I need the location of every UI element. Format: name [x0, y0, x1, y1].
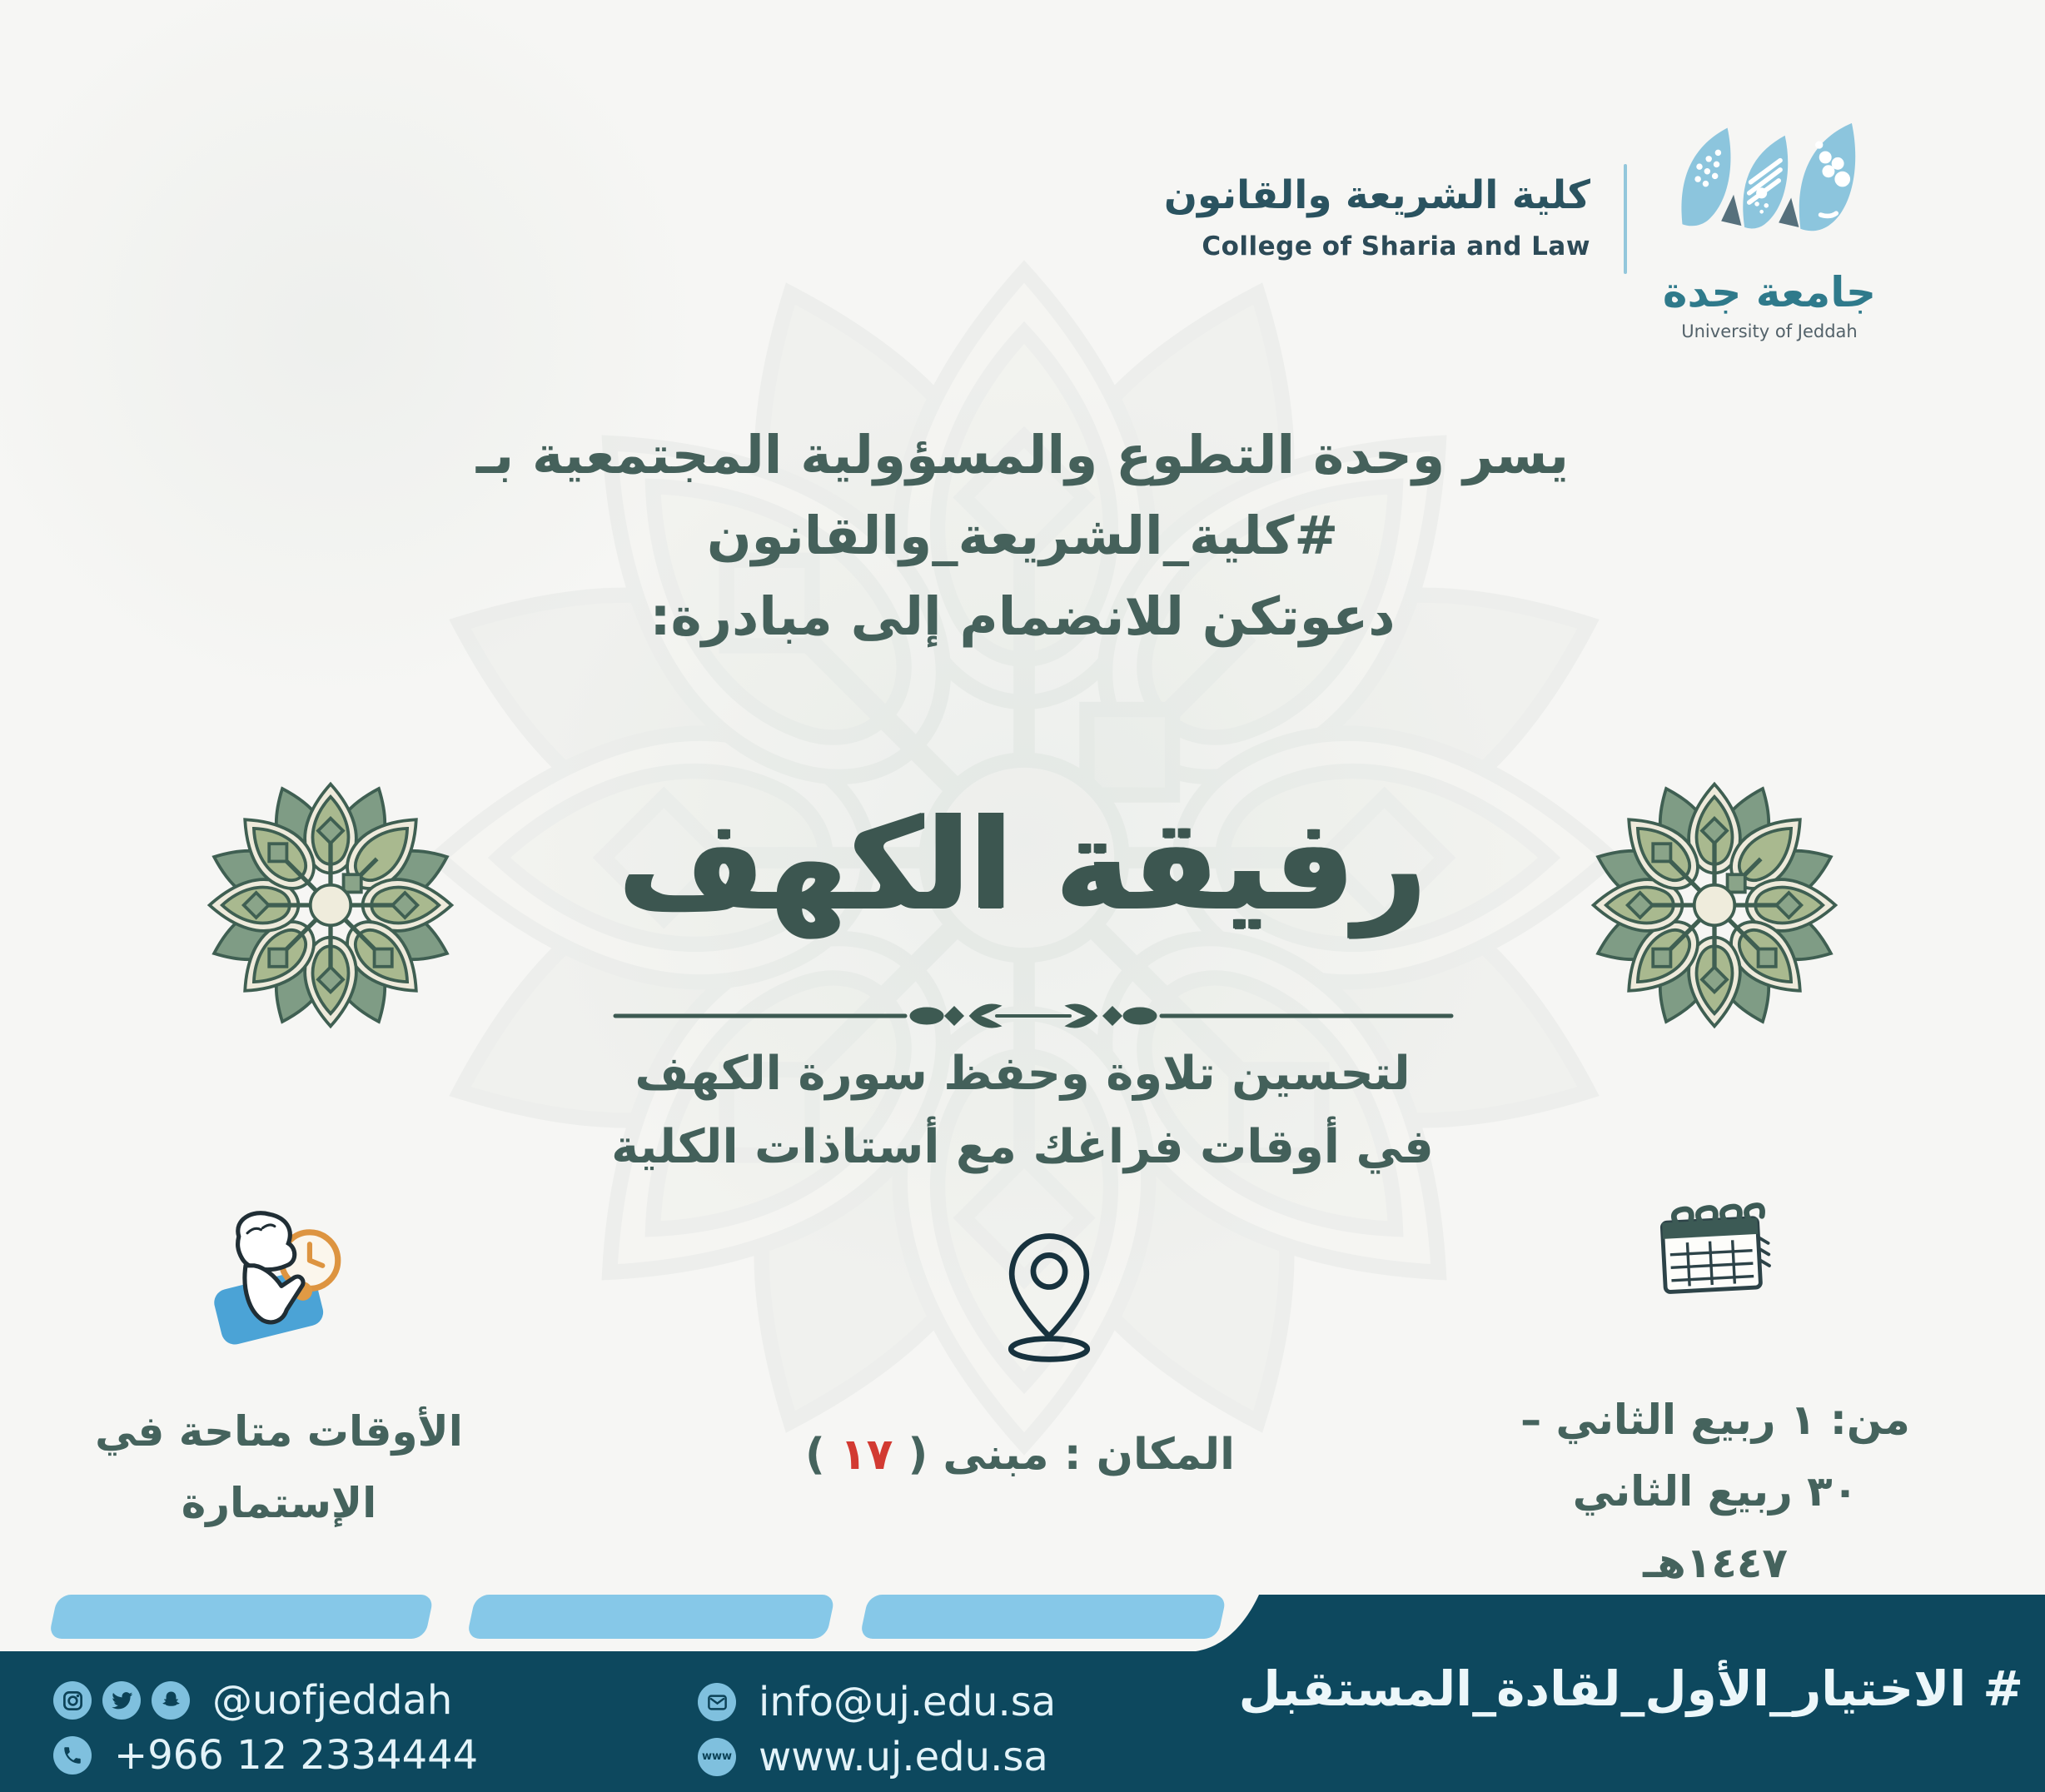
initiative-title: رفيقة الكهف — [619, 793, 1426, 938]
phone-icon[interactable] — [53, 1736, 92, 1775]
dates-text: من: ١ ربيع الثاني – ٣٠ ربيع الثاني ١٤٤٧هـ — [1520, 1396, 1910, 1587]
college-name-english: College of Sharia and Law — [1202, 231, 1590, 261]
calendar-icon — [1649, 1199, 1781, 1304]
intro-text — [0, 415, 2045, 657]
social-handle: @uofjeddah — [212, 1677, 453, 1724]
description-line-1: لتحسين تلاوة وحفظ سورة الكهف — [634, 1047, 1411, 1101]
email-icon[interactable] — [698, 1683, 736, 1721]
intro-line-2: #كلية_الشريعة_والقانون — [706, 505, 1339, 566]
email-address: info@uj.edu.sa — [759, 1679, 1057, 1725]
initiative-description — [0, 1038, 2045, 1184]
phone-row — [53, 1732, 478, 1779]
globe-icon[interactable]: www — [698, 1738, 736, 1776]
university-name-arabic: جامعة جدة — [1662, 268, 1877, 316]
location-pin-icon — [998, 1221, 1101, 1372]
email-row — [698, 1679, 1056, 1725]
intro-line-3: دعوتكن للانضمام إلى مبادرة: — [649, 586, 1396, 647]
website-row — [698, 1734, 1048, 1780]
hand-watch-icon — [204, 1206, 354, 1372]
university-of-jeddah-logo-icon — [1669, 122, 1869, 261]
instagram-icon[interactable] — [53, 1681, 92, 1720]
website-address: www.uj.edu.sa — [759, 1734, 1048, 1780]
detail-location — [787, 1221, 1253, 1491]
social-accounts-row — [53, 1677, 452, 1724]
header-brand — [1164, 122, 1878, 341]
university-logo-block — [1660, 122, 1878, 341]
header-divider — [1624, 164, 1627, 274]
ornamental-divider — [612, 989, 1455, 1043]
detail-dates — [1499, 1199, 1932, 1599]
campaign-hashtag: # الاختيار_الأول_لقادة_المستقبل — [1238, 1660, 2023, 1717]
snapchat-icon[interactable] — [152, 1681, 190, 1720]
location-text: المكان : مبنى ( ١٧ ) — [805, 1430, 1235, 1480]
twitter-icon[interactable] — [102, 1681, 141, 1720]
college-name-block — [1164, 172, 1590, 291]
university-name-english: University of Jeddah — [1681, 321, 1858, 341]
times-text: الأوقات متاحة في الإستمارة — [95, 1407, 463, 1527]
intro-line-1: يسر وحدة التطوع والمسؤولية المجتمعية بـ — [475, 425, 1570, 485]
building-number: ١٧ — [839, 1430, 893, 1480]
phone-number: +966 12 2334444 — [114, 1732, 479, 1779]
college-name-arabic: كلية الشريعة والقانون — [1163, 172, 1590, 218]
description-line-2: في أوقات فراغك مع أستاذات الكلية — [611, 1120, 1434, 1174]
detail-times — [79, 1206, 479, 1539]
